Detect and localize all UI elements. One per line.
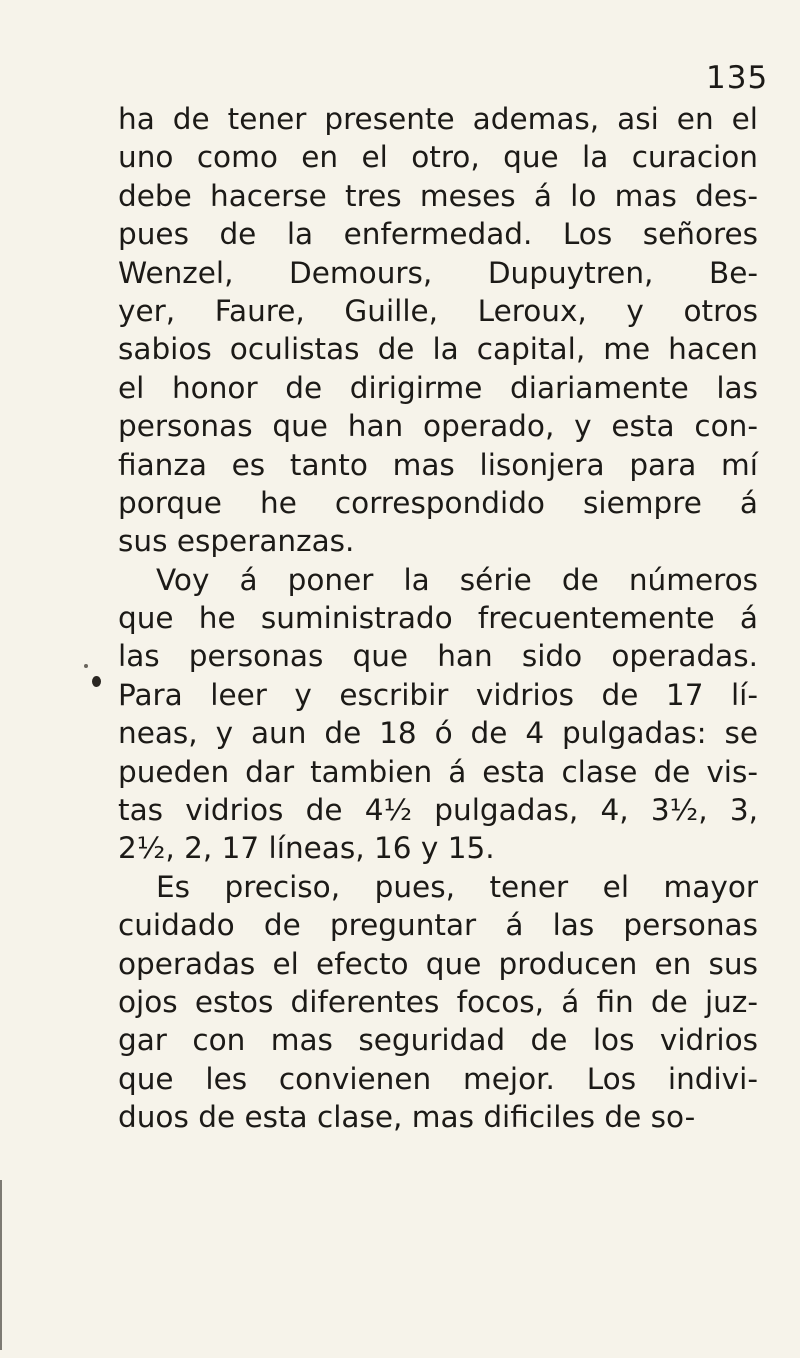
text-line: Para leer y escribir vidrios de 17 lí- <box>118 677 758 712</box>
text-line: sabios oculistas de la capital, me hacen <box>118 332 758 367</box>
page-edge-shadow <box>0 1180 2 1350</box>
text-line: las personas que han sido operadas. <box>118 639 758 674</box>
text-line: Voy á poner la série de números <box>156 562 758 597</box>
text-line: neas, y aun de 18 ó de 4 pulgadas: se <box>118 716 758 751</box>
text-line: Wenzel, Demours, Dupuytren, Be- <box>118 255 758 290</box>
text-line: el honor de dirigirme diariamente las <box>118 370 758 405</box>
page-number: 135 <box>706 60 769 96</box>
text-line: 2½, 2, 17 líneas, 16 y 15. <box>118 831 495 866</box>
body-text <box>118 100 758 1137</box>
text-line: tas vidrios de 4½ pulgadas, 4, 3½, 3, <box>118 793 758 828</box>
text-line: porque he correspondido siempre á <box>118 485 758 520</box>
text-line: Es preciso, pues, tener el mayor <box>156 869 758 904</box>
text-line: ojos estos diferentes focos, á fin de juz- <box>118 984 758 1019</box>
text-line: uno como en el otro, que la curacion <box>118 140 758 175</box>
text-line: pueden dar tambien á esta clase de vis- <box>118 754 758 789</box>
text-line: fianza es tanto mas lisonjera para mí <box>118 447 758 482</box>
text-line: cuidado de preguntar á las personas <box>118 908 758 943</box>
ink-speck <box>92 676 101 687</box>
text-line: personas que han operado, y esta con- <box>118 409 758 444</box>
text-line: duos de esta clase, mas dificiles de so- <box>118 1100 696 1135</box>
text-line: gar con mas seguridad de los vidrios <box>118 1023 758 1058</box>
text-line: ha de tener presente ademas, asi en el <box>118 102 758 136</box>
text-line: que he suministrado frecuentemente á <box>118 601 758 636</box>
text-line: debe hacerse tres meses á lo mas des- <box>118 178 758 213</box>
text-line: operadas el efecto que producen en sus <box>118 946 758 981</box>
ink-speck <box>84 664 88 668</box>
text-line: yer, Faure, Guille, Leroux, y otros <box>118 293 758 328</box>
text-line: pues de la enfermedad. Los señores <box>118 217 758 252</box>
text-line: que les convienen mejor. Los indivi- <box>118 1061 758 1096</box>
text-line: sus esperanzas. <box>118 524 355 559</box>
